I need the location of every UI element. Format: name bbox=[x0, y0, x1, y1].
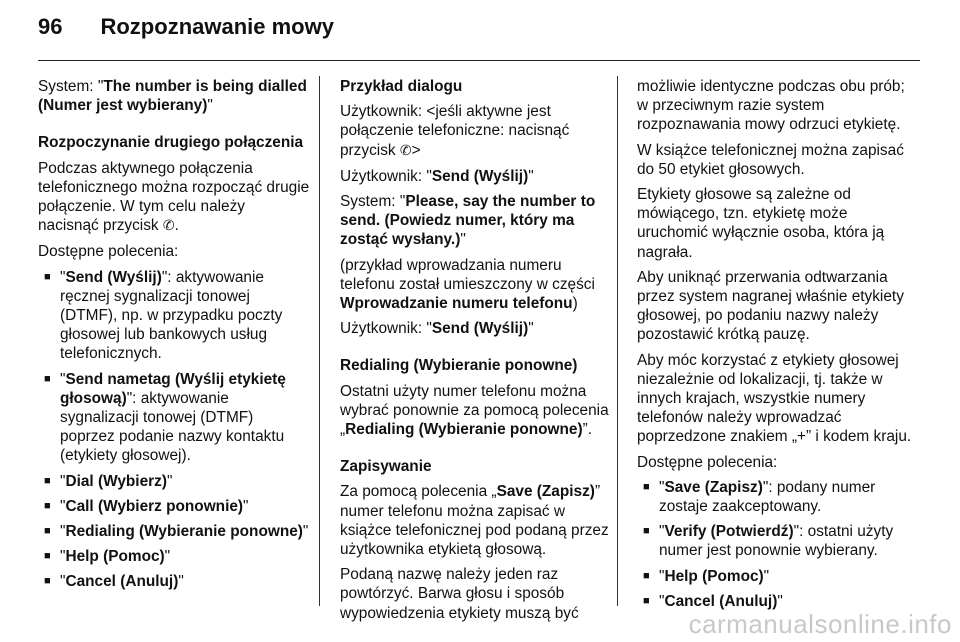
paragraph-5: Aby móc korzystać z etykiety głosowej niezależnie od lokalizacji, tj. także w innych krajach, wszystkie numery telefonów należy wprowadzać poprzedzone znakiem „+” i kodem kraju. bbox=[637, 351, 912, 446]
list-item: ■ "Verify (Potwierdź)": ostatni użyty numer jest ponownie wybierany. bbox=[637, 522, 917, 560]
column-divider-1 bbox=[319, 76, 320, 606]
dialog-user-2: Użytkownik: "Send (Wyślij)" bbox=[340, 167, 534, 185]
available-commands-label: Dostępne polecenia: bbox=[38, 243, 179, 261]
paragraph-save: Za pomocą polecenia „Save (Zapisz)” numer telefonu można zapisać w książce telefonicznej pod podaną przez użytkownika etykietą głosową. bbox=[340, 483, 609, 559]
header-rule bbox=[38, 60, 920, 61]
list-item: ■ "Help (Pomoc)" bbox=[38, 547, 310, 566]
list-item: ■ "Cancel (Anuluj)" bbox=[637, 592, 917, 611]
list-item: ■ "Save (Zapisz)": podany numer zostaje zaakceptowany. bbox=[637, 478, 917, 516]
paragraph-1: możliwie identyczne podczas obu prób; w przeciwnym razie system rozpoznawania mowy odrzuci etykietę. bbox=[637, 78, 905, 134]
system-line: System: "The number is being dialled (Numer jest wybierany)" bbox=[38, 78, 307, 115]
list-item: ■ "Dial (Wybierz)" bbox=[38, 472, 310, 491]
dialog-user-3: Użytkownik: "Send (Wyślij)" bbox=[340, 320, 534, 338]
phone-icon: ✆ bbox=[399, 142, 412, 159]
section-heading-save: Zapisywanie bbox=[340, 458, 432, 476]
column-1 bbox=[38, 77, 310, 598]
column-2 bbox=[340, 77, 610, 629]
section-heading-example: Przykład dialogu bbox=[340, 78, 463, 95]
list-item: ■ "Help (Pomoc)" bbox=[637, 567, 917, 586]
list-item: ■ "Redialing (Wybieranie ponowne)" bbox=[38, 522, 310, 541]
command-list bbox=[637, 478, 917, 611]
paragraph-3: Etykiety głosowe są zależne od mówiącego, tzn. etykietę może uruchomić wyłącznie osoba, która ją nagrała. bbox=[637, 186, 885, 261]
list-item: ■ "Send nametag (Wyślij etykietę głosową)": aktywowanie sygnalizacji tonowej (DTMF) poprzez podanie nazwy kontaktu (etykiety głosowej). bbox=[38, 370, 310, 466]
page-header bbox=[38, 14, 334, 54]
page-number: 96 bbox=[38, 14, 63, 39]
list-item: ■ "Send (Wyślij)": aktywowanie ręcznej sygnalizacji tonowej (DTMF), np. w przypadku poczty głosowej lub bankowych usług telefonicznych. bbox=[38, 268, 310, 364]
page-title: Rozpoznawanie mowy bbox=[100, 14, 334, 39]
list-item: ■ "Cancel (Anuluj)" bbox=[38, 572, 310, 591]
paragraph-4: Aby uniknąć przerwania odtwarzania przez system nagranej właśnie etykiety głosowej, po podaniu nazwy należy pozostawić krótką pauzę. bbox=[637, 268, 904, 344]
paragraph-second-call: Podczas aktywnego połączenia telefonicznego można rozpocząć drugie połączenie. W tym celu należy nacisnąć przycisk ✆. bbox=[38, 159, 310, 235]
list-item: ■ "Call (Wybierz ponownie)" bbox=[38, 497, 310, 516]
example-note: (przykład wprowadzania numeru telefonu został umieszczony w części Wprowadzanie numeru telefonu) bbox=[340, 256, 595, 313]
paragraph-2: W książce telefonicznej można zapisać do 50 etykiet głosowych. bbox=[637, 141, 904, 178]
column-3 bbox=[637, 77, 917, 617]
paragraph-name: Podaną nazwę należy jeden raz powtórzyć. Barwa głosu i sposób wypowiedzenia etykiety muszą być bbox=[340, 566, 579, 622]
dialog-system-2: System: "Please, say the number to send. (Powiedz numer, który ma zostąć wysłany.)" bbox=[340, 193, 596, 249]
watermark: carmanualsonline.info bbox=[688, 609, 952, 639]
command-list bbox=[38, 268, 310, 592]
paragraph-redial: Ostatni użyty numer telefonu można wybrać ponownie za pomocą polecenia „Redialing (Wybieranie ponowne)”. bbox=[340, 382, 609, 439]
available-commands-label: Dostępne polecenia: bbox=[637, 453, 778, 471]
section-heading-redial: Redialing (Wybieranie ponowne) bbox=[340, 357, 578, 375]
dialog-user-1: Użytkownik: <jeśli aktywne jest połączenie telefoniczne: nacisnąć przycisk ✆> bbox=[340, 103, 570, 159]
column-divider-2 bbox=[617, 76, 618, 606]
phone-icon: ✆ bbox=[162, 218, 175, 235]
section-heading-second-call: Rozpoczynanie drugiego połączenia bbox=[38, 134, 304, 152]
